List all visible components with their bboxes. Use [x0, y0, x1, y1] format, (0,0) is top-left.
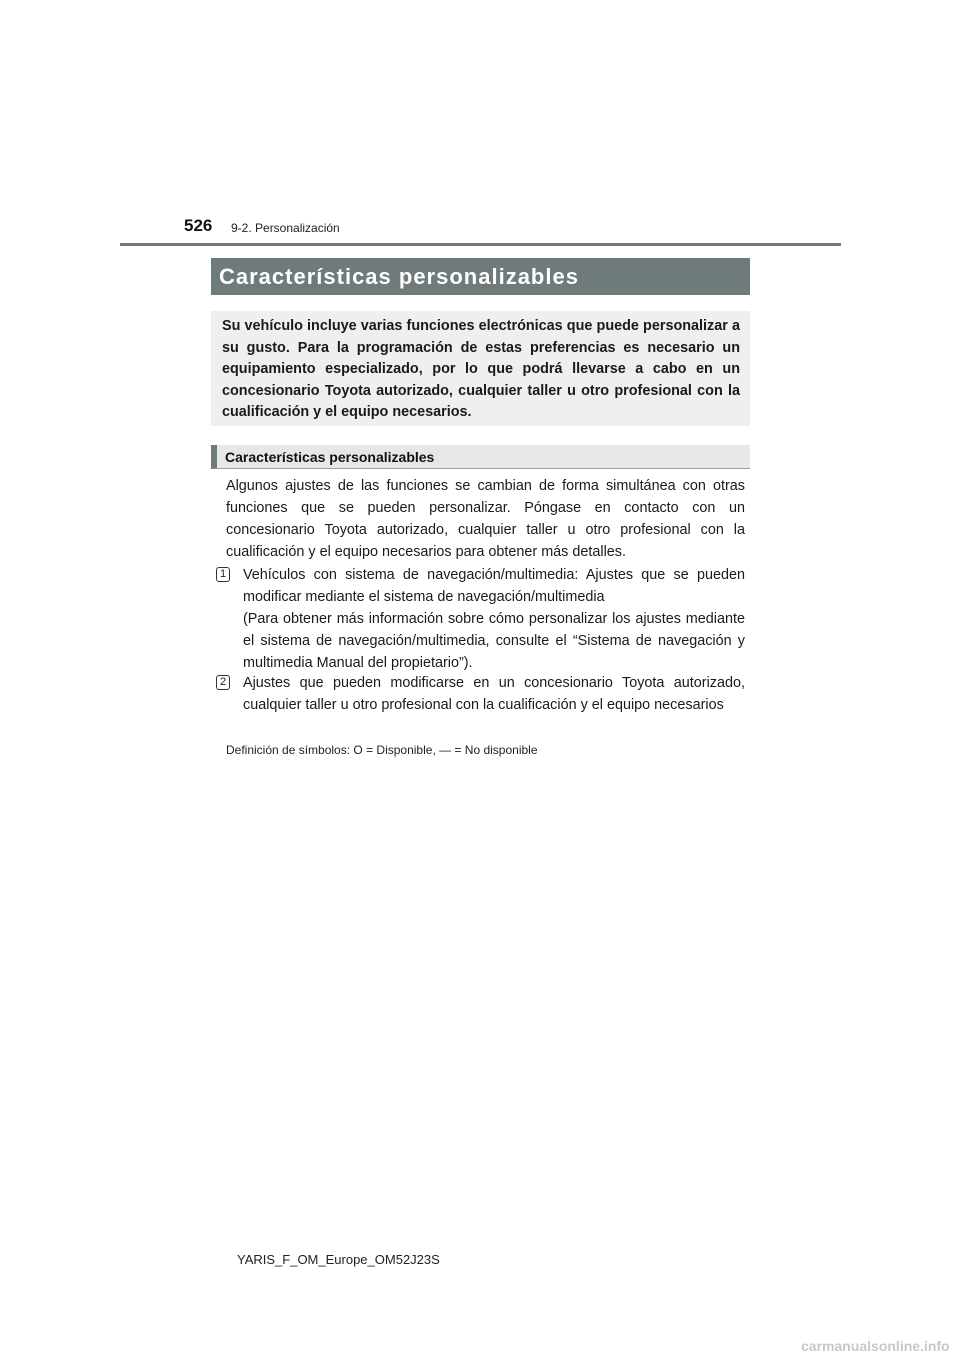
intro-box: Su vehículo incluye varias funciones electrónicas que puede personalizar a su gusto. Para la programación de estas preferencias es necesario un equipamiento especializado, por lo que podrá llevarse a cabo en un concesionario Toyota autorizado, cualquier taller u otro profesional con la cualificación y el equipo necesarios. [211, 311, 750, 426]
numbered-item-2 [216, 672, 745, 716]
watermark-text: carmanualsonline.info [801, 1338, 950, 1354]
numbered-item-2-line1: Ajustes que pueden modificarse en un concesionario Toyota autorizado, cualquier taller u otro profesional con la cualificación y el equipo necesarios [243, 675, 745, 713]
numbered-item-1-text [243, 564, 745, 674]
subsection-heading-bar [211, 445, 750, 469]
number-badge-2: 2 [216, 675, 230, 690]
title-band [211, 258, 750, 295]
symbols-legend: Definición de símbolos: O = Disponible, — = No disponible [226, 743, 538, 757]
document-id: YARIS_F_OM_Europe_OM52J23S [237, 1252, 440, 1267]
page-title: Características personalizables [219, 263, 579, 289]
numbered-item-1-line1: Vehículos con sistema de navegación/multimedia: Ajustes que se pueden modificar mediante el sistema de navegación/multimedia [243, 567, 745, 605]
subsection-body: Algunos ajustes de las funciones se cambian de forma simultánea con otras funciones que se pueden personalizar. Póngase en contacto con un concesionario Toyota autorizado, cualquier taller u otro profesional con la cualificación y el equipo necesarios para obtener más detalles. [226, 478, 745, 560]
numbered-item-2-text [243, 672, 745, 716]
header-rule [120, 243, 841, 246]
page-number: 526 [184, 216, 213, 235]
subsection-heading: Características personalizables [225, 448, 435, 465]
number-badge-1: 1 [216, 567, 230, 582]
numbered-item-1 [216, 564, 745, 674]
numbered-item-1-line2: (Para obtener más información sobre cómo personalizar los ajustes mediante el sistema de navegación/multimedia, consulte el “Sistema de navegación y multimedia Manual del propietario”). [243, 611, 745, 671]
section-breadcrumb: 9-2. Personalización [231, 221, 340, 235]
